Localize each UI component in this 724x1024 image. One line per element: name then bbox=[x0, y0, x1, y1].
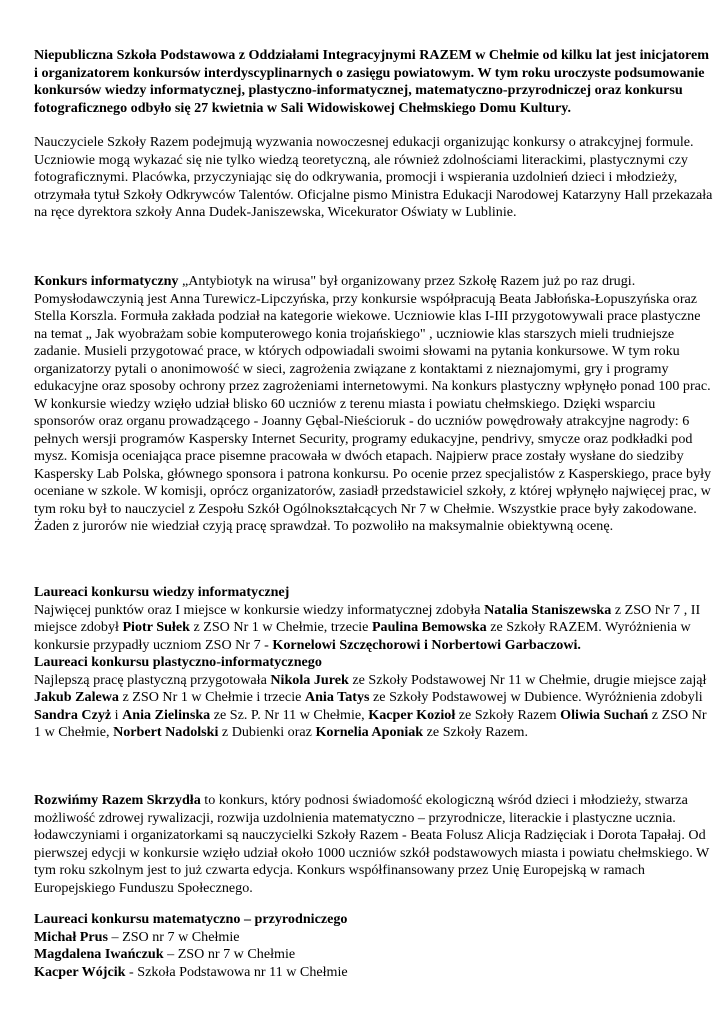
wings-contest-title: Rozwińmy Razem Skrzydła bbox=[34, 792, 201, 808]
list-item bbox=[34, 946, 714, 964]
list-item bbox=[34, 929, 714, 947]
laureate-name: Sandra Czyż bbox=[34, 706, 112, 723]
math-laureates-heading: Laureaci konkursu matematyczno – przyrodniczego bbox=[34, 911, 348, 927]
text-run: Najlepszą pracę plastyczną przygotowała bbox=[34, 671, 271, 688]
wings-contest-text: to konkurs, który podnosi świadomość ekologiczną wśród dzieci i młodzieży, stwarza możliwość zdrowej rywalizacji, rozwija uzdolnienia matematyczno – przyrodnicze, literackie i plastyczne ucznia. łodawczyniami i organizatorkami są nauczycielki Szkoły Razem - Beata Folusz Alicja Radzięciak i Dorota Tapałaj. Od pierwszej edycji w konkursie wzięło udział około 1000 uczniów szkół podstawowych miasta i powiatu chełmskiego. W tym roku szkolnym jest to już czwarta edycja. Konkurs współfinansowany przez Unię Europejską w ramach Europejskiego Funduszu Społecznego. bbox=[34, 792, 710, 896]
art-laureates-heading: Laureaci konkursu plastyczno-informatycznego bbox=[34, 654, 322, 670]
text-run: ze Szkoły Podstawowej Nr 11 w Chełmie, drugie miejsce zajął bbox=[348, 671, 707, 688]
knowledge-laureates-heading: Laureaci konkursu wiedzy informatycznej bbox=[34, 584, 290, 600]
school-description-paragraph: Nauczyciele Szkoły Razem podejmują wyzwania nowoczesnej edukacji organizując konkursy o atrakcyjnej formule. Uczniowie mogą wykazać się nie tylko wiedzą teoretyczną, ale również zdolnościami literackimi, plastycznymi czy fotograficznymi. Placówka, przyczyniając się do odkrywania, promocji i wspierania uzdolnień dzieci i młodzieży, otrzymała tytuł Szkoły Odkrywców Talentów. Oficjalne pismo Ministra Edukacji Narodowej Katarzyny Hall przekazała na ręce dyrektora szkoły Anna Dudek-Janiszewska, Wicekurator Oświaty w Lublinie. bbox=[34, 134, 713, 220]
laureate-name: Kornelowi Szczęchorowi i Norbertowi Garbaczowi. bbox=[272, 636, 581, 653]
laureate-name: Jakub Zalewa bbox=[34, 689, 119, 705]
text-run: ze Szkoły Razem bbox=[455, 706, 561, 723]
laureate-name: Kornelia Aponiak bbox=[315, 724, 424, 740]
laureate-name: Ania Zielinska bbox=[122, 706, 211, 723]
text-run: z ZSO Nr 1 w Chełmie, bbox=[34, 706, 707, 740]
text-run: z Dubienki oraz bbox=[218, 724, 316, 740]
math-laureates-section bbox=[34, 911, 714, 981]
knowledge-laureates-text bbox=[34, 602, 714, 655]
text-run: ze Szkoły Podstawowej w Dubience. Wyróżnienia zdobyli bbox=[369, 689, 703, 705]
laureate-school: – ZSO nr 7 w Chełmie bbox=[163, 946, 296, 962]
laureate-name: Michał Prus bbox=[34, 928, 108, 945]
laureate-name: Norbert Nadolski bbox=[113, 724, 219, 740]
laureates-section bbox=[34, 584, 714, 742]
computer-contest-paragraph bbox=[34, 273, 714, 536]
computer-contest-title: Konkurs informatyczny bbox=[34, 273, 179, 289]
text-run: Najwięcej punktów oraz I miejsce w konkursie wiedzy informatycznej zdobyła bbox=[34, 601, 485, 618]
laureate-school: – ZSO nr 7 w Chełmie bbox=[108, 928, 240, 945]
laureate-school: - Szkoła Podstawowa nr 11 w Chełmie bbox=[125, 963, 348, 980]
text-run: z ZSO Nr 1 w Chełmie, trzecie bbox=[189, 619, 372, 635]
laureate-name: Nikola Jurek bbox=[270, 671, 349, 688]
laureate-name: Paulina Bemowska bbox=[371, 619, 487, 635]
laureate-name: Ania Tatys bbox=[304, 689, 370, 705]
list-item bbox=[34, 964, 714, 982]
text-run: ze Szkoły Razem. bbox=[423, 724, 529, 740]
laureate-name: Kacper Wójcik bbox=[34, 963, 126, 980]
laureate-name: Kacper Kozioł bbox=[368, 706, 456, 723]
art-laureates-text bbox=[34, 672, 714, 742]
laureate-name: Piotr Sułek bbox=[122, 619, 190, 635]
computer-contest-text: „Antybiotyk na wirusa" był organizowany przez Szkołę Razem już po raz drugi. Pomysłodawczynią jest Anna Turewicz-Lipczyńska, przy konkursie współpracują Beata Jabłońska-Łopuszyńska oraz Stella Korszla. Formuła zakłada podział na kategorie wiekowe. Uczniowie klas I-III przygotowywali prace plastyczne na temat „ Jak wyobrażam sobie komputerowego konia trojańskiego" , uczniowie klas starszych mieli trudniejsze zadanie. Musieli przygotować prace, w których odpowiadali swoimi słowami na pytania konkursowe. W tym roku organizatorzy pytali o anonimowość w sieci, zagrożenia związane z kontaktami z nieznajomymi, gry i programy edukacyjne oraz sposoby ochrony przez zagrożeniami internetowymi. Na konkurs plastyczny wpłynęło ponad 100 prac. W konkursie wiedzy wzięło udział blisko 60 uczniów z terenu miasta i powiatu chełmskiego. Dzięki wsparciu sponsorów oraz organu prowadzącego - Joanny Gębal-Nieścioruk - do uczniów powędrowały atrakcyjne nagrody: 6 pełnych wersji programów Kaspersky Internet Security, programy edukacyjne, pendrivy, smycze oraz podkładki pod mysz. Komisja oceniająca prace pisemne pracowała w dwóch etapach. Najpierw prace zostały wysłane do siedziby Kaspersky Lab Polska, głównego sponsora i patrona konkursu. Po ocenie przez specjalistów z Kasperskiego, prace były oceniane w szkole. W komisji, oprócz organizatorów, zasiadł przedstawiciel szkoły, z której wpłynęło najwięcej prac, w tym roku był to nauczyciel z Zespołu Szkół Ogólnokształcących Nr 7 w Chełmie. Wszystkie prace były zakodowane. Żaden z jurorów nie wiedział czyją pracę sprawdzał. To pozwoliło na maksymalnie obiektywną ocenę. bbox=[34, 273, 712, 534]
text-run: ze Szkoły RAZEM. Wyróżnienia w konkursie przypadły uczniom ZSO Nr 7 - bbox=[34, 619, 691, 653]
text-run: ze Sz. P. Nr 11 w Chełmie, bbox=[210, 706, 369, 723]
wings-contest-paragraph bbox=[34, 792, 714, 897]
text-run: z ZSO Nr 1 w Chełmie i trzecie bbox=[118, 689, 305, 705]
text-run: i bbox=[111, 706, 123, 723]
laureate-name: Magdalena Iwańczuk bbox=[34, 946, 164, 962]
laureate-name: Natalia Staniszewska bbox=[484, 601, 612, 618]
laureate-name: Oliwia Suchań bbox=[560, 706, 649, 723]
text-run: z ZSO Nr 7 , II miejsce zdobył bbox=[34, 601, 701, 635]
intro-paragraph: Niepubliczna Szkoła Podstawowa z Oddziałami Integracyjnymi RAZEM w Chełmie od kilku lat jest inicjatorem i organizatorem konkursów interdyscyplinarnych o zasięgu powiatowym. W tym roku uroczyste podsumowanie konkursów wiedzy informatycznej, plastyczno-informatycznej, matematyczno-przyrodniczej oraz konkursu fotograficznego odbyło się 27 kwietnia w Sali Widowiskowej Chełmskiego Domu Kultury. bbox=[34, 47, 710, 116]
